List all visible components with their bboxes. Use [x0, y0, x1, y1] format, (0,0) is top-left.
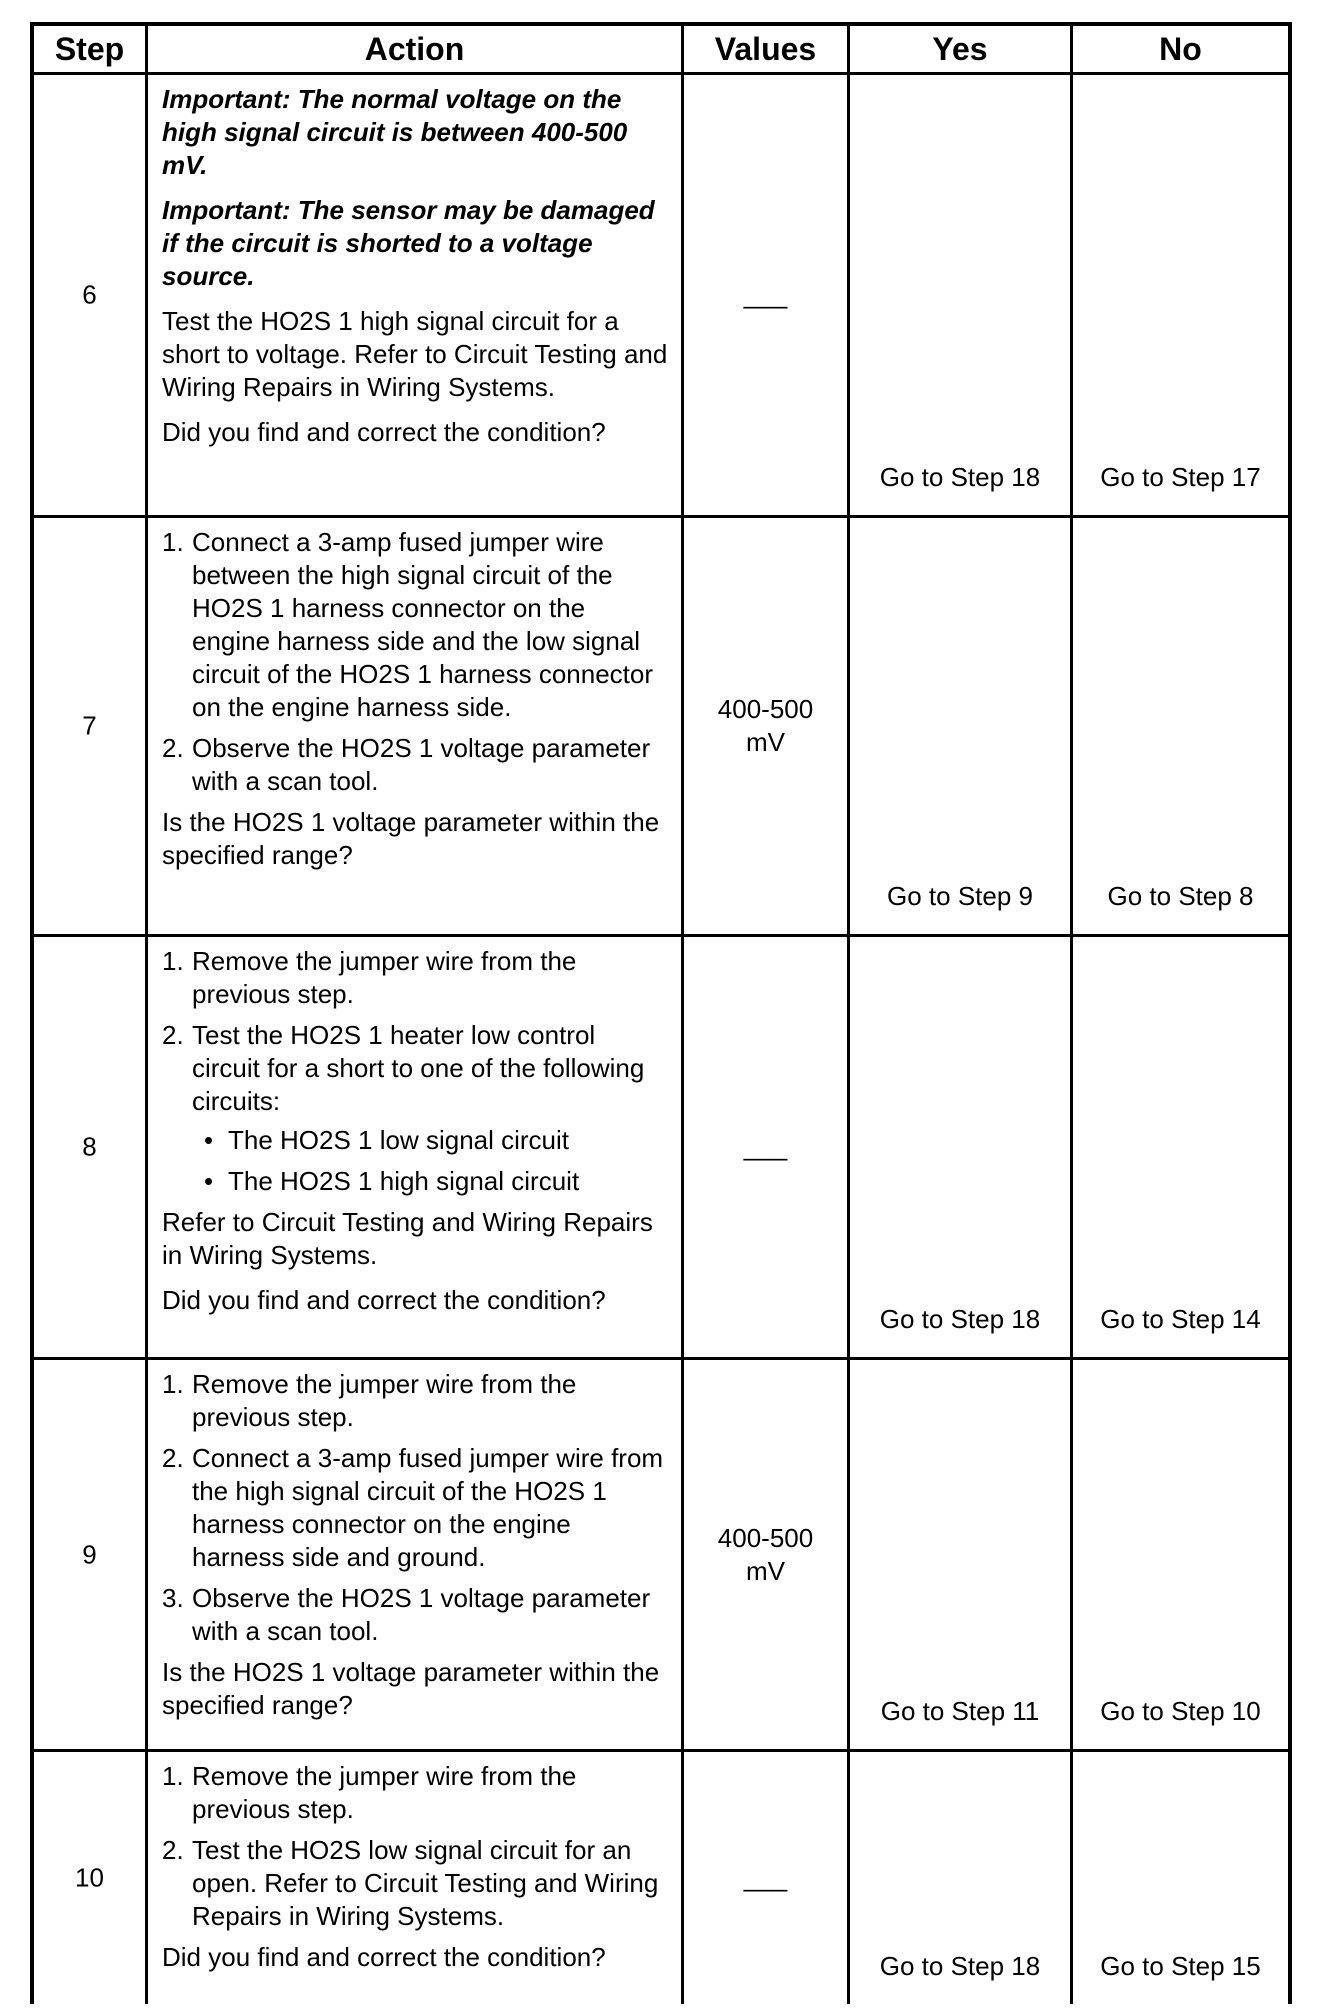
header-step: Step	[34, 26, 148, 72]
table-row-step-10	[34, 1752, 1288, 2004]
table-row-step-6	[34, 75, 1288, 518]
value-text: ___	[743, 1131, 788, 1162]
yes-goto: Go to Step 18	[879, 1951, 1041, 1981]
action-cell	[148, 1752, 684, 2004]
action-cell	[148, 518, 684, 934]
list-item: 2. Test the HO2S 1 heater low control circuit for a short to one of the following circuits: • The HO2S 1 low signal circuit • The HO2S 1 high signal circuit	[162, 1019, 669, 1198]
step-number: 6	[82, 279, 97, 310]
yes-goto: Go to Step 18	[879, 1304, 1041, 1334]
action-text: Test the HO2S 1 high signal circuit for a short to voltage. Refer to Circuit Testing and Wiring Repairs in Wiring Systems.	[162, 306, 668, 402]
header-no: No	[1159, 30, 1202, 67]
step-number: 10	[75, 1862, 104, 1893]
list-item: 1. Connect a 3-amp fused jumper wire between the high signal circuit of the HO2S 1 harness connector on the engine harness side and the low signal circuit of the HO2S 1 harness connector on the engine harness side.	[162, 527, 654, 722]
yes-goto: Go to Step 18	[879, 462, 1041, 492]
no-goto: Go to Step 15	[1100, 1951, 1261, 1981]
step-number: 7	[82, 710, 97, 741]
bullet-item: • The HO2S 1 high signal circuit	[192, 1165, 669, 1198]
header-values: Values	[684, 26, 850, 72]
table-row-step-9	[34, 1360, 1288, 1752]
no-goto: Go to Step 10	[1100, 1696, 1261, 1726]
diagnostic-table	[30, 22, 1292, 2004]
header-yes: Yes	[850, 26, 1073, 72]
yes-goto: Go to Step 9	[887, 881, 1033, 911]
value-text: ___	[743, 1862, 788, 1893]
action-question: Is the HO2S 1 voltage parameter within the specified range?	[162, 807, 660, 870]
yes-goto: Go to Step 11	[880, 1696, 1040, 1726]
no-goto: Go to Step 14	[1100, 1304, 1261, 1334]
step-number: 9	[82, 1539, 97, 1569]
action-question: Did you find and correct the condition?	[162, 1942, 606, 1972]
action-cell	[148, 937, 684, 1357]
important-note: Important: The sensor may be damaged if the circuit is shorted to a voltage source.	[162, 195, 655, 291]
list-item: 2. Connect a 3-amp fused jumper wire from the high signal circuit of the HO2S 1 harness connector on the engine harness side and ground.	[162, 1443, 664, 1572]
header-row	[34, 26, 1288, 75]
action-text: Refer to Circuit Testing and Wiring Repairs in Wiring Systems.	[162, 1207, 653, 1270]
header-action: Action	[148, 26, 684, 72]
no-goto: Go to Step 8	[1107, 881, 1254, 911]
list-item: 2. Observe the HO2S 1 voltage parameter with a scan tool.	[162, 733, 651, 796]
action-question: Did you find and correct the condition?	[162, 1285, 606, 1315]
list-item: 2. Test the HO2S low signal circuit for an open. Refer to Circuit Testing and Wiring Repairs in Wiring Systems.	[162, 1835, 659, 1931]
list-item: 3. Observe the HO2S 1 voltage parameter with a scan tool.	[162, 1583, 651, 1646]
action-cell	[148, 1360, 684, 1749]
action-question: Is the HO2S 1 voltage parameter within the specified range?	[162, 1657, 660, 1720]
bullet-item: • The HO2S 1 low signal circuit	[192, 1124, 669, 1157]
value-text: 400-500 mV	[717, 1522, 814, 1586]
list-item: 1. Remove the jumper wire from the previous step.	[162, 1369, 577, 1432]
no-goto: Go to Step 17	[1100, 462, 1261, 492]
important-note: Important: The normal voltage on the high signal circuit is between 400-500 mV.	[162, 84, 628, 180]
action-question: Did you find and correct the condition?	[162, 417, 606, 447]
list-item: 1. Remove the jumper wire from the previous step.	[162, 1761, 577, 1824]
table-row-step-7	[34, 518, 1288, 937]
step-number: 8	[82, 1131, 97, 1162]
table-row-step-8	[34, 937, 1288, 1360]
list-item: 1. Remove the jumper wire from the previous step.	[162, 946, 577, 1009]
action-cell	[148, 75, 684, 515]
value-text: 400-500 mV	[717, 694, 814, 757]
value-text: ___	[743, 279, 788, 310]
